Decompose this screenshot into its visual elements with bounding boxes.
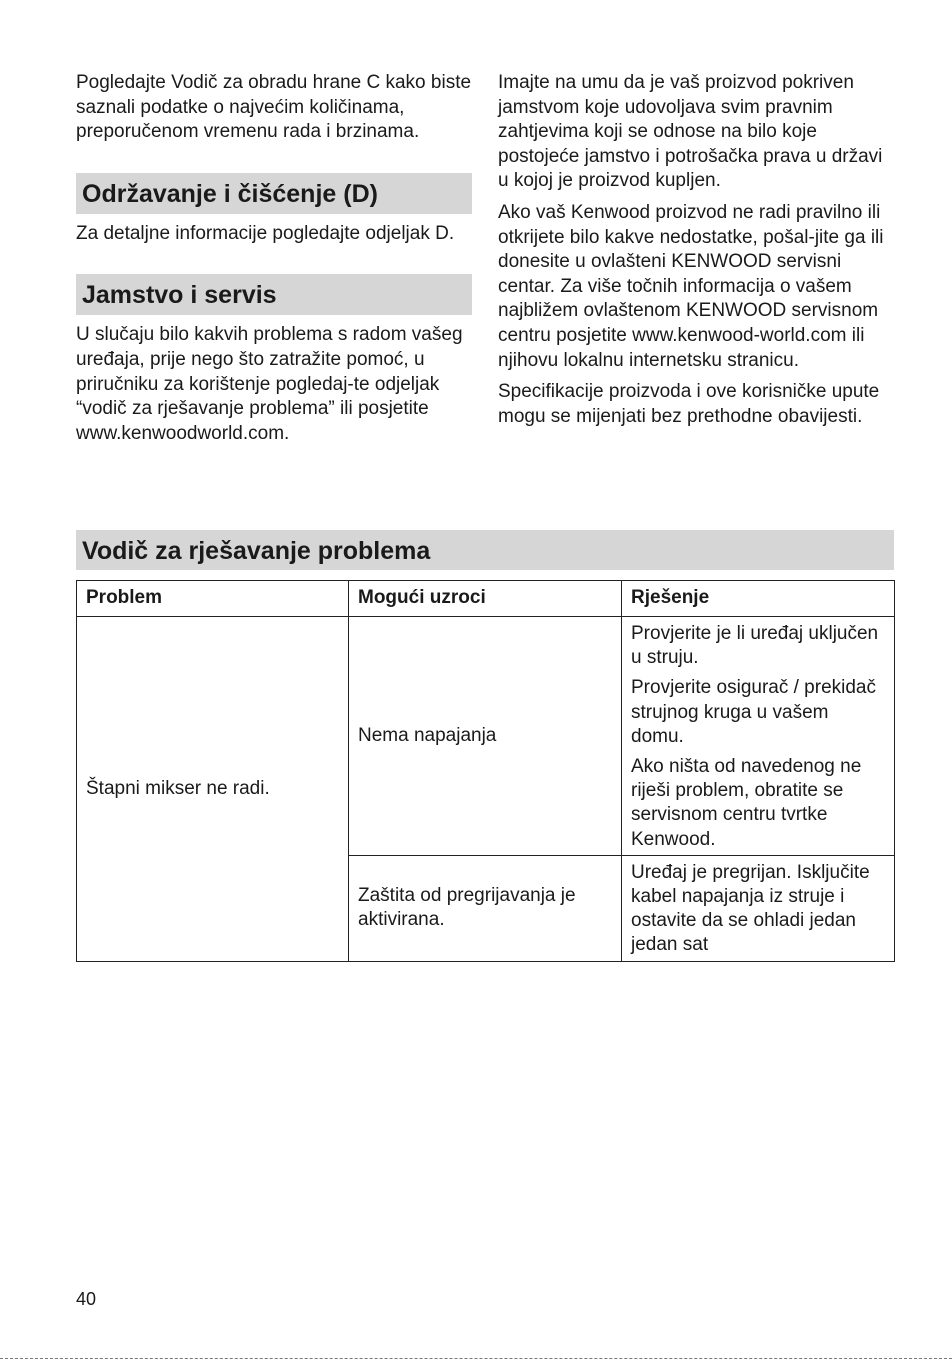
troubleshooting-heading: Vodič za rješavanje problema bbox=[76, 530, 894, 570]
solution-item: Provjerite osigurač / prekidač strujnog kruga u vašem domu. bbox=[631, 677, 876, 747]
column-header-problem: Problem bbox=[77, 581, 349, 617]
warranty-paragraph: U slučaju bilo kakvih problema s radom vašeg uređaja, prije nego što zatražite pomoć, u priručniku za korištenje pogledaj-te odjeljak “vodič za rješavanje problema” ili posjetite www.kenwoodworld.com. bbox=[76, 324, 463, 444]
maintenance-paragraph: Za detaljne informacije pogledajte odjeljak D. bbox=[76, 222, 455, 244]
solution-cell bbox=[622, 617, 895, 856]
right-column bbox=[498, 71, 890, 429]
solution-item: Provjerite je li uređaj uključen u struju. bbox=[631, 623, 879, 669]
column-header-solution: Rješenje bbox=[622, 581, 895, 617]
table-row bbox=[77, 617, 895, 856]
problem-cell: Štapni mikser ne radi. bbox=[77, 617, 349, 962]
page-number: 40 bbox=[76, 1289, 97, 1309]
solution-item: Uređaj je pregrijan. Isključite kabel napajanja iz struje i ostavite da se ohladi jedan jedan sat bbox=[631, 861, 870, 956]
service-center-paragraph: Ako vaš Kenwood proizvod ne radi pravilno ili otkrijete bilo kakve nedostatke, pošal-jite ga ili donesite u ovlašteni KENWOOD servisni centar. Za više točnih informacija o vašem najbližem ovlaštenom KENWOOD servisnom centru posjetite www.kenwood-world.com ili njihovu lokalnu internetsku stranicu. bbox=[498, 201, 884, 371]
solution-item: Ako ništa od navedenog ne riješi problem, obratite se servisnom centru tvrtke Kenwood. bbox=[631, 756, 862, 850]
solution-cell bbox=[622, 855, 895, 961]
maintenance-heading: Održavanje i čišćenje (D) bbox=[76, 173, 472, 214]
troubleshooting-table bbox=[76, 580, 895, 962]
warranty-coverage-paragraph: Imajte na umu da je vaš proizvod pokriven jamstvom koje udovoljava svim pravnim zahtjevima koji se odnose na bilo koje postojeće jamstvo i potrošačka prava u državi u kojoj je proizvod kupljen. bbox=[498, 72, 883, 192]
column-header-causes: Mogući uzroci bbox=[349, 581, 622, 617]
warranty-heading: Jamstvo i servis bbox=[76, 274, 472, 315]
table-header-row bbox=[77, 581, 895, 617]
cause-cell: Zaštita od pregrijavanja je aktivirana. bbox=[349, 855, 622, 961]
specifications-paragraph: Specifikacije proizvoda i ove korisničke upute mogu se mijenjati bez prethodne obavijesti. bbox=[498, 381, 880, 427]
intro-paragraph: Pogledajte Vodič za obradu hrane C kako biste saznali podatke o najvećim količinama, preporučenom vremenu rada i brzinama. bbox=[76, 72, 472, 143]
cause-cell: Nema napajanja bbox=[349, 617, 622, 856]
left-column bbox=[76, 71, 476, 446]
page-bottom-rule bbox=[0, 1358, 952, 1359]
